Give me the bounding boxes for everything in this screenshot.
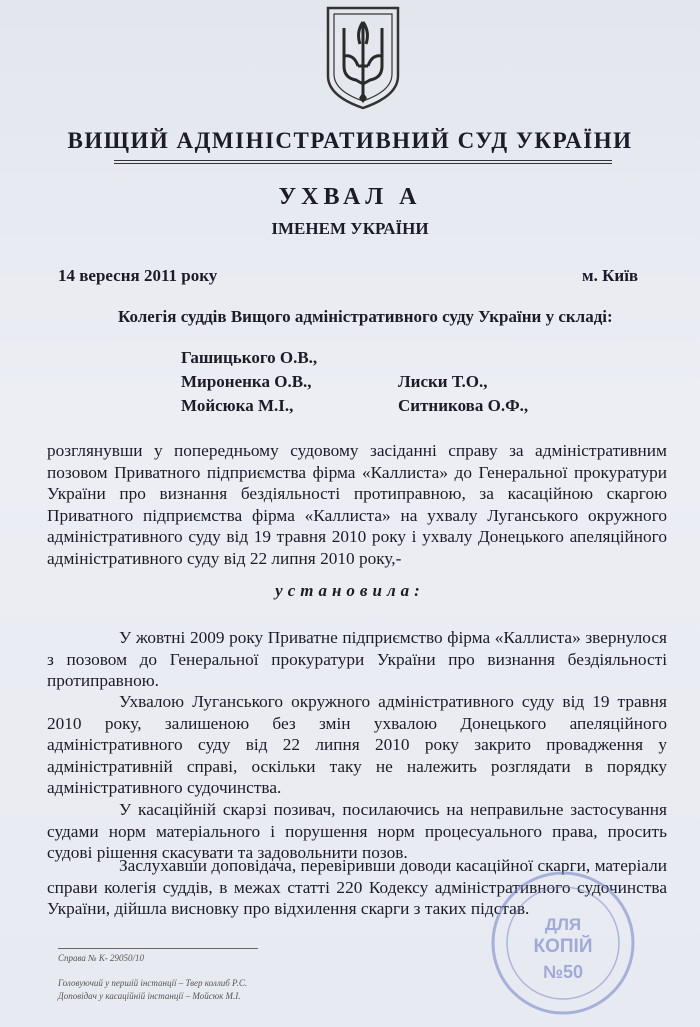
body-paragraph: Ухвалою Луганського окружного адміністративного суду від 19 травня 2010 року, залишеною без змін ухвалою Донецького апеляційного адміністративного суду від 22 липня 2010 року закрито провадження у адміністративній справі, оскільки таку не належить розглядати в порядку адміністративного судочинства. <box>47 692 667 797</box>
trident-emblem-icon <box>320 4 406 112</box>
stamp-line: №50 <box>542 962 584 982</box>
body-paragraph: Заслухавши доповідача, перевіривши доводи касаційної скарги, матеріали справи колегія суддів, в межах статті 220 Кодексу адміністративного судочинства України, дійшла висновку про відхилення скарги з таких підстав. <box>47 856 667 918</box>
judge-name: Гашицького О.В., <box>181 348 318 367</box>
judge-name: Лиски Т.О., <box>398 372 488 391</box>
presiding-judge-note: Головуючий у першій інстанції – Твер коллиб Р.С. <box>58 978 248 988</box>
footer-rule <box>58 948 258 949</box>
body-paragraph: У жовтні 2009 року Приватне підприємство фірма «Каллиста» звернулося з позовом до Генеральної прокуратури України про визнання бездіяльності протиправною. <box>47 628 667 690</box>
case-number: Справа № К- 29050/10 <box>58 953 145 963</box>
document-subtitle: ІМЕНЕМ УКРАЇНИ <box>271 219 429 238</box>
header-rule <box>114 160 612 161</box>
body-paragraph: У касаційній скарзі позивач, посилаючись на неправильне застосування судами норм матеріального і порушення норм процесуального права, просить судові рішення скасувати та задовольнити позов. <box>47 800 667 862</box>
intro-paragraph: розглянувши у попередньому судовому засіданні справу за адміністративним позовом Приватного підприємства фірма «Каллиста» до Генеральної прокуратури України про визнання бездіяльності протиправною, за касаційною скаргою Приватного підприємства фірма «Каллиста» на ухвалу Луганського окружного адміністративного суду від 19 травня 2010 року і ухвалу Донецького апеляційного адміністративного суду від 22 липня 2010 року,- <box>47 441 667 568</box>
header-rule-thin <box>114 163 612 164</box>
copy-stamp <box>488 868 638 1018</box>
judge-name: Мойсюка М.І., <box>181 396 294 415</box>
document-city: м. Київ <box>582 266 639 285</box>
court-name: ВИЩИЙ АДМІНІСТРАТИВНИЙ СУД УКРАЇНИ <box>67 128 633 153</box>
judge-name: Мироненка О.В., <box>181 372 312 391</box>
established-heading: установила: <box>275 581 425 600</box>
reporter-judge-note: Доповідач у касаційній інстанції – Мойсюк М.І. <box>58 991 241 1001</box>
stamp-line: КОПІЙ <box>533 936 593 957</box>
panel-intro: Колегія суддів Вищого адміністративного суду України у складі: <box>118 307 613 326</box>
judge-name: Ситникова О.Ф., <box>398 396 529 415</box>
stamp-line: ДЛЯ <box>544 915 582 934</box>
document-title: УХВАЛ А <box>278 184 422 210</box>
document-date: 14 вересня 2011 року <box>58 266 218 285</box>
